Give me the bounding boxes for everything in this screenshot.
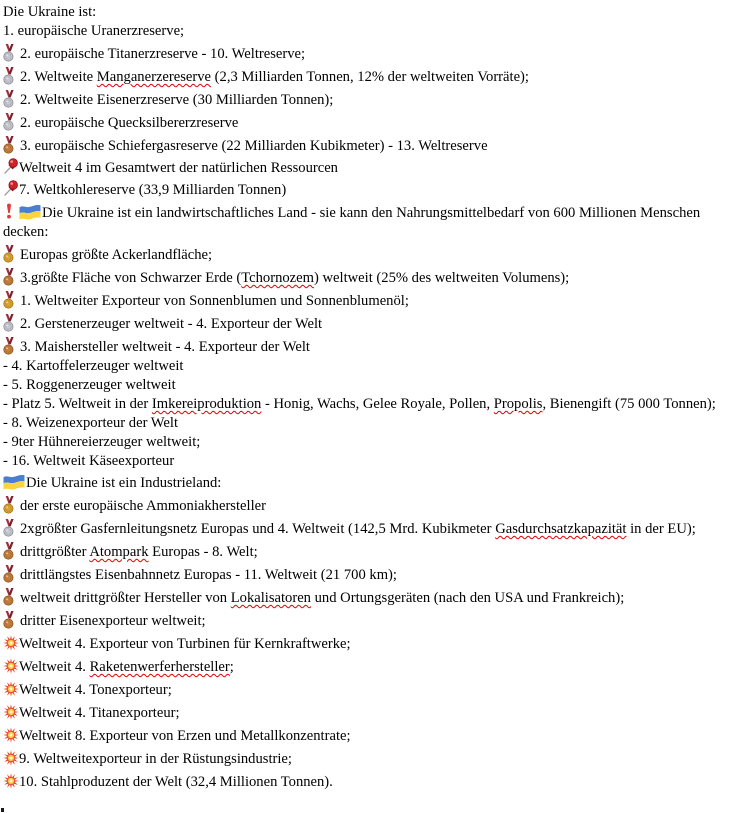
text-run: 3.größte Fläche von Schwarzer Erde (: [20, 270, 242, 286]
pushpin-icon: [3, 158, 18, 175]
document-line: [3, 414, 739, 433]
document-line: [3, 158, 739, 178]
exclamation-icon: [5, 203, 13, 219]
text-run: 2xgrößter Gasfernleitungsnetz Europas und 4. Weltweit (142,5 Mrd. Kubikmeter: [20, 521, 496, 537]
bronze-medal-icon: [3, 337, 16, 355]
burst-icon: [3, 635, 19, 651]
text-run: weltweit drittgrößter Hersteller von: [20, 590, 231, 606]
text-run: 3. europäische Schiefergasreserve (22 Milliarden Kubikmeter) - 13. Weltreserve: [20, 138, 488, 154]
misspelled-word: Tchornozem: [241, 270, 314, 286]
text-run: , Bienengift (75 000 Tonnen);: [542, 396, 716, 412]
text-run: 2. Weltweite: [20, 69, 97, 85]
document-line: [3, 268, 739, 288]
silver-medal-icon: [3, 519, 16, 537]
document-line: [3, 203, 739, 242]
text-run: - Platz 5. Weltweit in der: [3, 396, 152, 412]
gold-medal-icon: [3, 291, 16, 309]
bronze-medal-icon: [3, 588, 16, 606]
text-run: drittlängstes Eisenbahnnetz Europas - 11. Weltweit (21 700 km);: [20, 567, 397, 583]
document-line: [3, 588, 739, 608]
document-line: [3, 635, 739, 654]
pushpin-icon: [3, 180, 18, 197]
misspelled-word: Atompark: [89, 544, 149, 560]
misspelled-word: Lokalisatoren: [230, 590, 311, 606]
text-run: 1. europäische Uranerzreserve;: [3, 23, 185, 39]
silver-medal-icon: [3, 90, 16, 108]
text-run: Europas - 8. Welt;: [148, 544, 258, 560]
document-line: [3, 90, 739, 110]
text-run: 3. Maishersteller weltweit - 4. Exporteur der Welt: [20, 339, 310, 355]
document-line: [3, 376, 739, 395]
burst-icon: [3, 681, 19, 697]
bronze-medal-icon: [3, 565, 16, 583]
document-line: [3, 314, 739, 334]
text-run: und Ortungsgeräten (nach den USA und Frankreich);: [310, 590, 625, 606]
gold-medal-icon: [3, 496, 16, 514]
document-line: [3, 245, 739, 265]
text-run: 9. Weltweitexporteur in der Rüstungsindustrie;: [19, 751, 292, 767]
text-run: ;: [229, 659, 234, 675]
partial-glyph: [1, 808, 4, 812]
misspelled-word: Manganerzereserve: [96, 69, 212, 85]
misspelled-word: Propolis: [493, 396, 543, 412]
text-run: dritter Eisenexporteur weltweit;: [20, 613, 206, 629]
document-line: [3, 773, 739, 792]
text-run: 2. europäische Quecksilbererzreserve: [20, 115, 239, 131]
bronze-medal-icon: [3, 611, 16, 629]
document-line: [3, 681, 739, 700]
misspelled-word: Imkereiproduktion: [151, 396, 262, 412]
text-run: drittgrößter: [20, 544, 90, 560]
silver-medal-icon: [3, 67, 16, 85]
text-run: Weltweit 4. Titanexporteur;: [19, 705, 180, 721]
text-run: 1. Weltweiter Exporteur von Sonnenblumen und Sonnenblumenöl;: [20, 293, 409, 309]
document-line: [3, 180, 739, 200]
text-run: - 5. Roggenerzeuger weltweit: [3, 377, 176, 393]
text-run: Die Ukraine ist:: [3, 4, 97, 20]
text-run: - Honig, Wachs, Gelee Royale, Pollen,: [261, 396, 494, 412]
misspelled-word: Gasdurchsatzkapazität: [495, 521, 627, 537]
document-line: [3, 727, 739, 746]
silver-medal-icon: [3, 314, 16, 332]
text-run: 2. Gerstenerzeuger weltweit - 4. Exporteur der Welt: [20, 316, 323, 332]
text-run: 2. Weltweite Eisenerzreserve (30 Milliarden Tonnen);: [20, 92, 334, 108]
bronze-medal-icon: [3, 136, 16, 154]
document-line: [3, 496, 739, 516]
burst-icon: [3, 750, 19, 766]
text-run: Die Ukraine ist ein landwirtschaftliches Land - sie kann den Nahrungsmittelbedarf von 600 Millionen Menschen decken:: [3, 205, 701, 240]
text-run: 7. Weltkohlereserve (33,9 Milliarden Tonnen): [19, 182, 287, 198]
document-line: [3, 67, 739, 87]
document-line: [3, 750, 739, 769]
text-run: - 4. Kartoffelerzeuger weltweit: [3, 358, 184, 374]
text-run: Die Ukraine ist ein Industrieland:: [26, 475, 222, 491]
text-run: Weltweit 4. Tonexporteur;: [19, 682, 172, 698]
document-line: [3, 433, 739, 452]
document-line: [3, 658, 739, 677]
document-line: [3, 357, 739, 376]
document-line: [3, 542, 739, 562]
document-line: [3, 611, 739, 631]
text-run: Weltweit 4. Exporteur von Turbinen für Kernkraftwerke;: [19, 636, 351, 652]
burst-icon: [3, 658, 19, 674]
document-line: [3, 291, 739, 311]
burst-icon: [3, 773, 19, 789]
document-line: [3, 452, 739, 471]
gold-medal-icon: [3, 245, 16, 263]
text-run: ) weltweit (25% des weltweiten Volumens);: [314, 270, 570, 286]
text-run: - 8. Weizenexporteur der Welt: [3, 415, 179, 431]
document-line: [3, 395, 739, 414]
document-line: [3, 136, 739, 156]
document-line: [3, 519, 739, 539]
text-run: Weltweit 4.: [19, 659, 90, 675]
text-run: 2. europäische Titanerzreserve - 10. Weltreserve;: [20, 46, 306, 62]
document-line: [3, 22, 739, 41]
document-line: [3, 337, 739, 357]
ukraine-flag-icon: [3, 474, 25, 490]
text-run: Weltweit 4 im Gesamtwert der natürlichen Ressourcen: [19, 160, 338, 176]
text-run: - 16. Weltweit Käseexporteur: [3, 453, 175, 469]
text-run: in der EU);: [626, 521, 696, 537]
bronze-medal-icon: [3, 542, 16, 560]
document-line: [3, 474, 739, 493]
silver-medal-icon: [3, 44, 16, 62]
text-run: Europas größte Ackerlandfläche;: [20, 247, 213, 263]
document-line: [3, 44, 739, 64]
text-run: - 9ter Hühnereierzeuger weltweit;: [3, 434, 201, 450]
burst-icon: [3, 727, 19, 743]
silver-medal-icon: [3, 113, 16, 131]
text-run: Weltweit 8. Exporteur von Erzen und Metallkonzentrate;: [19, 728, 351, 744]
text-run: (2,3 Milliarden Tonnen, 12% der weltweiten Vorräte);: [211, 69, 529, 85]
document-line: [3, 565, 739, 585]
ukraine-flag-icon: [19, 204, 41, 220]
document-body: [3, 3, 739, 792]
document-line: [3, 113, 739, 133]
text-run: der erste europäische Ammoniakhersteller: [20, 498, 266, 514]
misspelled-word: Raketenwerferhersteller: [89, 659, 230, 675]
document-line: [3, 3, 739, 22]
text-run: 10. Stahlproduzent der Welt (32,4 Millionen Tonnen).: [19, 774, 333, 790]
burst-icon: [3, 704, 19, 720]
document-line: [3, 704, 739, 723]
bronze-medal-icon: [3, 268, 16, 286]
